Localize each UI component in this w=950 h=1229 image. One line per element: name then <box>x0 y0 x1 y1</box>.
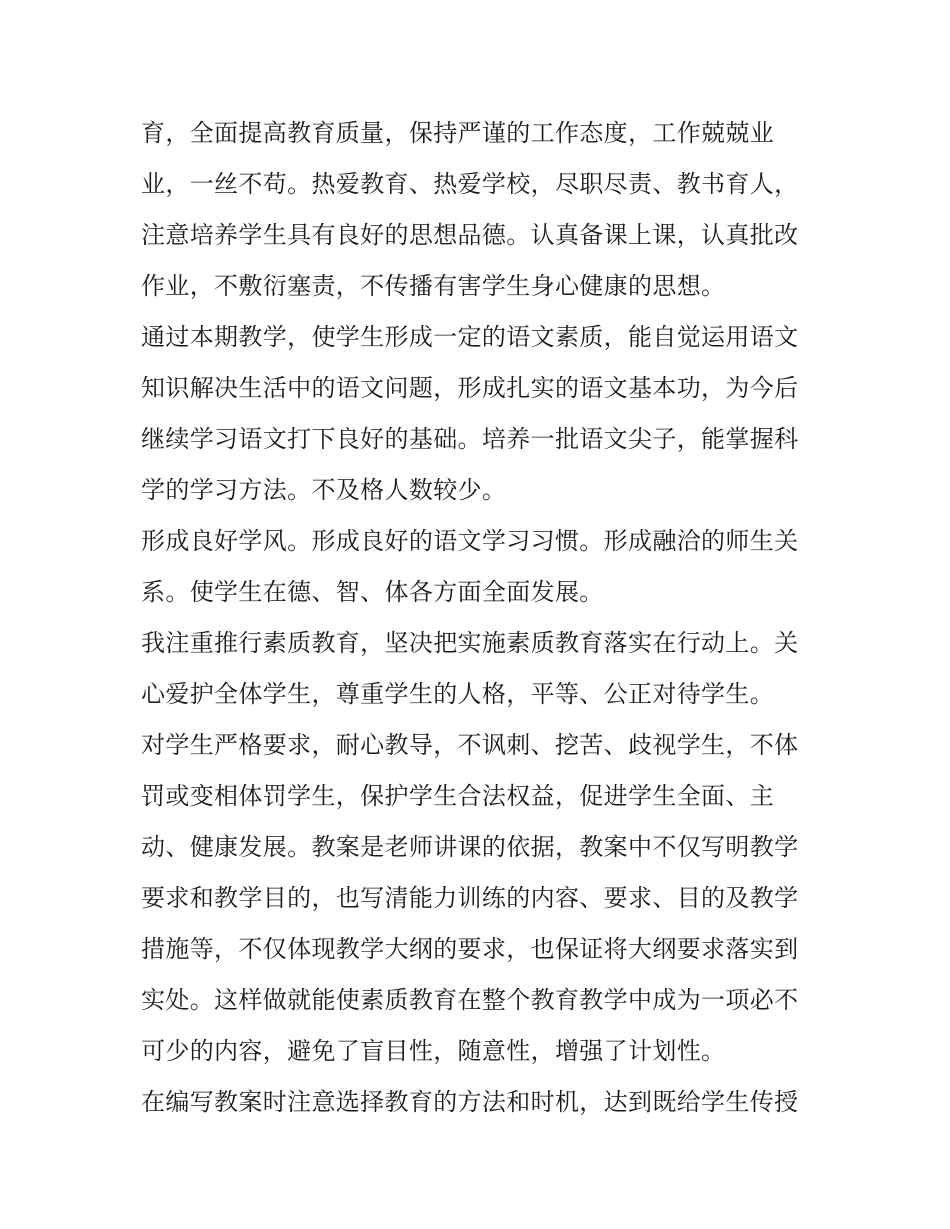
text-line: 继续学习语文打下良好的基础。培养一批语文尖子，能掌握科 <box>141 425 799 453</box>
text-line: 业，一丝不苟。热爱教育、热爱学校，尽职尽责、教书育人， <box>141 170 799 198</box>
text-line: 通过本期教学，使学生形成一定的语文素质，能自觉运用语文 <box>141 323 799 351</box>
text-line: 知识解决生活中的语文问题，形成扎实的语文基本功，为今后 <box>141 374 799 402</box>
text-line: 罚或变相体罚学生，保护学生合法权益，促进学生全面、主 <box>141 782 775 810</box>
text-line: 动、健康发展。教案是老师讲课的依据，教案中不仅写明教学 <box>141 833 799 861</box>
text-line: 实处。这样做就能使素质教育在整个教育教学中成为一项必不 <box>141 986 799 1014</box>
text-line: 措施等，不仅体现教学大纲的要求，也保证将大纲要求落实到 <box>141 935 799 963</box>
text-line: 系。使学生在德、智、体各方面全面发展。 <box>141 578 604 606</box>
text-line: 注意培养学生具有良好的思想品德。认真备课上课，认真批改 <box>141 221 799 249</box>
text-line: 对学生严格要求，耐心教导，不讽刺、挖苦、歧视学生，不体 <box>141 731 799 759</box>
text-line: 育，全面提高教育质量，保持严谨的工作态度，工作兢兢业 <box>141 119 775 147</box>
text-line: 形成良好学风。形成良好的语文学习习惯。形成融洽的师生关 <box>141 527 799 555</box>
text-line: 作业，不敷衍塞责，不传播有害学生身心健康的思想。 <box>141 272 726 300</box>
text-line: 可少的内容，避免了盲目性，随意性，增强了计划性。 <box>141 1037 726 1065</box>
text-line: 学的学习方法。不及格人数较少。 <box>141 476 507 504</box>
document-body <box>141 108 821 1128</box>
text-line: 要求和教学目的，也写清能力训练的内容、要求、目的及教学 <box>141 884 799 912</box>
text-line: 在编写教案时注意选择教育的方法和时机，达到既给学生传授 <box>141 1088 799 1116</box>
text-line: 心爱护全体学生，尊重学生的人格，平等、公正对待学生。 <box>141 680 775 708</box>
text-line: 我注重推行素质教育，坚决把实施素质教育落实在行动上。关 <box>141 629 799 657</box>
